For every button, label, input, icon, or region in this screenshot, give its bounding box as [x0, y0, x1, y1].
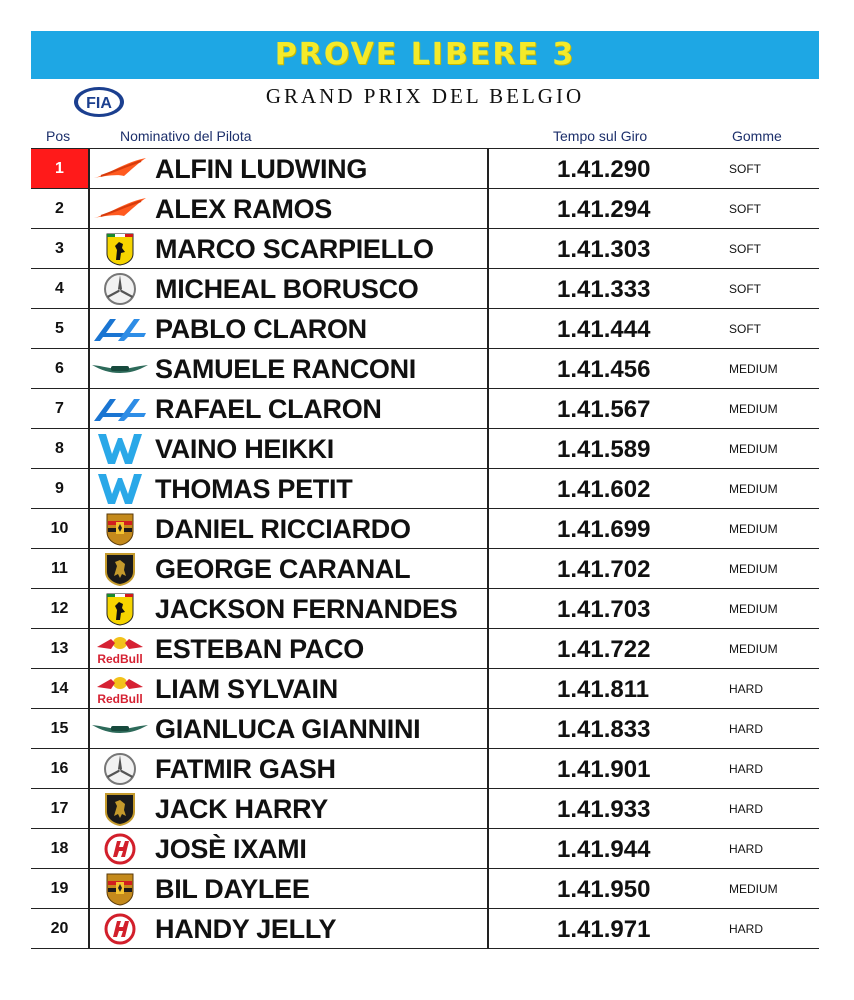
table-row [31, 229, 819, 269]
lap-time: 1.41.290 [557, 156, 651, 183]
alpine-logo [89, 311, 151, 346]
column-divider [487, 429, 489, 468]
driver-name: BIL DAYLEE [155, 874, 310, 904]
column-divider [487, 629, 489, 668]
header-pos: Pos [46, 128, 71, 144]
position-cell: 4 [55, 280, 64, 297]
table-row [31, 589, 819, 629]
position-cell: 12 [50, 600, 69, 617]
ferrari-logo [89, 591, 151, 626]
driver-name: MARCO SCARPIELLO [155, 234, 434, 264]
lap-time: 1.41.971 [557, 916, 651, 943]
table-row [31, 509, 819, 549]
tyre-compound: MEDIUM [729, 522, 778, 536]
driver-name: FATMIR GASH [155, 754, 336, 784]
table-row [31, 829, 819, 869]
tyre-compound: HARD [729, 682, 764, 696]
page-title: PROVE LIBERE 3 [274, 37, 576, 72]
williams-logo [89, 431, 151, 466]
column-divider [487, 349, 489, 388]
title-banner [31, 31, 819, 79]
driver-name: THOMAS PETIT [155, 474, 353, 504]
tyre-compound: MEDIUM [729, 482, 778, 496]
table-row [31, 429, 819, 469]
table-row [31, 389, 819, 429]
position-cell: 1 [31, 149, 88, 188]
red-bull-logo [89, 631, 151, 666]
column-divider [487, 229, 489, 268]
fia-logo [73, 86, 125, 118]
lap-time: 1.41.294 [557, 196, 651, 223]
driver-name: MICHEAL BORUSCO [155, 274, 419, 304]
column-divider [487, 789, 489, 828]
table-row [31, 269, 819, 309]
svg-text:RedBull: RedBull [97, 691, 143, 705]
column-divider [487, 869, 489, 908]
lap-time: 1.41.833 [557, 716, 651, 743]
williams-logo [89, 471, 151, 506]
header-lap-time: Tempo sul Giro [553, 128, 648, 144]
table-row [31, 669, 819, 709]
position-cell: 14 [50, 680, 69, 697]
tyre-compound: HARD [729, 842, 764, 856]
driver-name: ALEX RAMOS [155, 194, 333, 224]
lap-time: 1.41.589 [557, 436, 651, 463]
table-row [31, 189, 819, 229]
table-row [31, 629, 819, 669]
column-divider [487, 909, 489, 948]
tyre-compound: MEDIUM [729, 362, 778, 376]
driver-name: RAFAEL CLARON [155, 394, 382, 424]
lap-time: 1.41.811 [557, 676, 650, 703]
position-cell: 2 [55, 200, 64, 217]
position-cell: 9 [55, 480, 64, 497]
driver-name: SAMUELE RANCONI [155, 354, 417, 384]
tyre-compound: SOFT [729, 322, 761, 336]
column-divider [487, 149, 489, 188]
position-cell: 11 [51, 560, 68, 577]
tyre-compound: MEDIUM [729, 642, 778, 656]
lap-time: 1.41.303 [557, 236, 651, 263]
column-divider [487, 469, 489, 508]
mercedes-logo [89, 271, 151, 306]
lap-time: 1.41.333 [557, 276, 651, 303]
position-cell: 19 [50, 880, 69, 897]
table-row [31, 709, 819, 749]
column-divider [487, 589, 489, 628]
aston-martin-logo [89, 351, 151, 386]
table-row [31, 789, 819, 829]
mercedes-logo [89, 751, 151, 786]
driver-name: ALFIN LUDWING [155, 154, 368, 184]
tyre-compound: HARD [729, 802, 764, 816]
position-cell: 8 [55, 440, 64, 457]
haas-logo [89, 831, 151, 866]
column-divider [487, 549, 489, 588]
position-cell: 15 [50, 720, 69, 737]
position-cell: 6 [55, 360, 64, 377]
driver-name: PABLO CLARON [155, 314, 367, 344]
tyre-compound: SOFT [729, 202, 761, 216]
haas-logo [89, 911, 151, 946]
driver-name: GIANLUCA GIANNINI [155, 714, 421, 744]
driver-name: GEORGE CARANAL [155, 554, 411, 584]
position-cell: 7 [55, 400, 64, 417]
lap-time: 1.41.702 [557, 556, 651, 583]
svg-text:RedBull: RedBull [97, 651, 143, 665]
lap-time: 1.41.456 [557, 356, 651, 383]
lamborghini-logo [89, 791, 151, 826]
position-cell: 13 [50, 640, 69, 657]
ferrari-logo [89, 231, 151, 266]
tyre-compound: SOFT [729, 162, 761, 176]
alpine-logo [89, 391, 151, 426]
position-cell: 5 [55, 320, 64, 337]
lap-time: 1.41.933 [557, 796, 651, 823]
table-row [31, 909, 819, 949]
svg-text:FIA: FIA [86, 95, 112, 112]
position-cell: 20 [50, 920, 69, 937]
header-tyre: Gomme [732, 128, 782, 144]
column-divider [487, 189, 489, 228]
column-divider [487, 749, 489, 788]
table-row [31, 349, 819, 389]
tyre-compound: MEDIUM [729, 402, 778, 416]
tyre-compound: MEDIUM [729, 562, 778, 576]
table-row [31, 549, 819, 589]
tyre-compound: HARD [729, 922, 764, 936]
red-bull-logo [89, 671, 151, 706]
position-cell: 16 [50, 760, 69, 777]
tyre-compound: HARD [729, 762, 764, 776]
driver-name: JACKSON FERNANDES [155, 594, 458, 624]
column-divider [487, 829, 489, 868]
table-row [31, 749, 819, 789]
position-cell: 18 [50, 840, 69, 857]
tyre-compound: MEDIUM [729, 602, 778, 616]
column-divider [487, 669, 489, 708]
column-divider [487, 309, 489, 348]
table-row [31, 869, 819, 909]
mclaren-logo [89, 151, 151, 186]
position-cell: 10 [50, 520, 69, 537]
column-divider [487, 509, 489, 548]
lap-time: 1.41.444 [557, 316, 651, 343]
lap-time: 1.41.950 [557, 876, 651, 903]
tyre-compound: SOFT [729, 282, 761, 296]
porsche-logo [89, 511, 151, 546]
driver-name: JACK HARRY [155, 794, 329, 824]
tyre-compound: HARD [729, 722, 764, 736]
table-row [31, 469, 819, 509]
table-row [31, 309, 819, 349]
position-cell: 3 [55, 240, 64, 257]
driver-name: ESTEBAN PACO [155, 634, 364, 664]
driver-name: HANDY JELLY [155, 914, 337, 944]
driver-name: VAINO HEIKKI [155, 434, 334, 464]
driver-name: JOSÈ IXAMI [155, 834, 307, 864]
lap-time: 1.41.703 [557, 596, 651, 623]
column-divider [487, 269, 489, 308]
lap-time: 1.41.901 [557, 756, 651, 783]
lamborghini-logo [89, 551, 151, 586]
header-driver-name: Nominativo del Pilota [120, 128, 252, 144]
results-table [31, 148, 819, 949]
aston-martin-logo [89, 711, 151, 746]
lap-time: 1.41.944 [557, 836, 651, 863]
lap-time: 1.41.722 [557, 636, 651, 663]
porsche-logo [89, 871, 151, 906]
mclaren-logo [89, 191, 151, 226]
driver-name: LIAM SYLVAIN [155, 674, 338, 704]
event-subtitle: GRAND PRIX DEL BELGIO [265, 84, 585, 108]
lap-time: 1.41.567 [557, 396, 651, 423]
driver-name: DANIEL RICCIARDO [155, 514, 411, 544]
lap-time: 1.41.602 [557, 476, 651, 503]
tyre-compound: MEDIUM [729, 882, 778, 896]
lap-time: 1.41.699 [557, 516, 651, 543]
position-cell: 17 [50, 800, 69, 817]
column-divider [487, 389, 489, 428]
table-row [31, 149, 819, 189]
column-divider [487, 709, 489, 748]
tyre-compound: MEDIUM [729, 442, 778, 456]
tyre-compound: SOFT [729, 242, 761, 256]
